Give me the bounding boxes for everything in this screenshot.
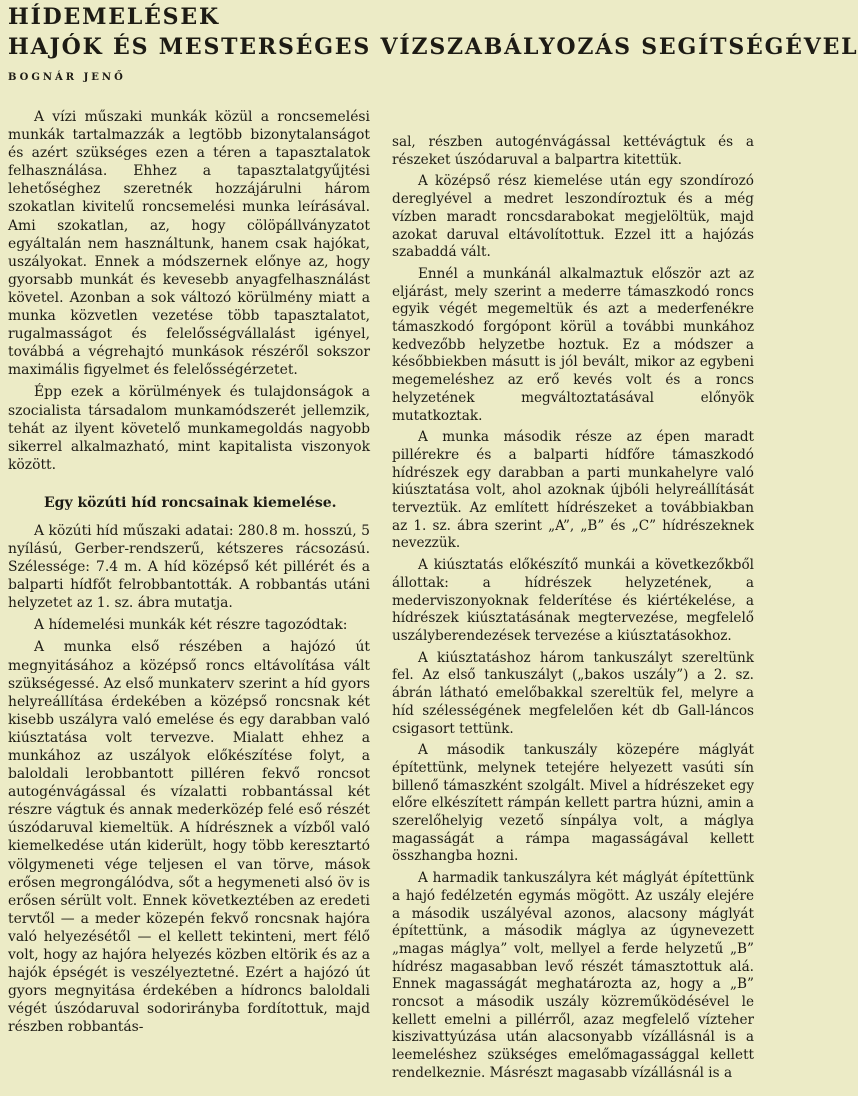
title-line-1: HÍDEMELÉSEK (8, 4, 220, 30)
section-heading: Egy közúti híd roncsainak kiemelése. (44, 494, 337, 511)
paragraph: A munka második része az épen maradt pillérekre és a balparti hídfőre támaszkodó hídrészek egy darabban a parti munkahelyre való kiúsztatása volt, ahol azoknak újbóli helyreállítását terveztük. Az említett hídrészeket a továbbiakban az 1. sz. ábra szerint „A”, „B” és „C” hídrészeknek nevezzük. (392, 429, 754, 552)
author-byline: BOGNÁR JENŐ (8, 72, 126, 83)
article-title (8, 2, 858, 62)
paragraph: A vízi műszaki munkák közül a roncsemelési munkák tartalmazzák a legtöbb bizonytalanságot és azért szükséges ezen a téren a tapasztalatok felhasználása. Ehhez a tapasztalatgyűjtési lehetőséghez szeretnék hozzájárulni három szokatlan kivitelű roncsemelési munka leírásával. Ami szokatlan, az, hogy cölöpállványzatot egyáltalán nem használtunk, hanem csak hajókat, uszályokat. Ennek a módszernek előnye az, hogy gyorsabb munkát és kevesebb anyagfelhasználást követel. Azonban a sok változó körülmény miatt a munka közvetlen vezetése több tapasztalatot, rugalmasságot és felelősségvállalást igényel, továbbá a végrehajtó munkások részéről sokszor maximális figyelmet és felelősségérzetet. (8, 109, 370, 379)
paragraph: A hídemelési munkák két részre tagozódtak: (34, 617, 348, 634)
paragraph: A kiúsztatáshoz három tankuszályt szereltünk fel. Az első tankuszályt („bakos uszály”) a 2. sz. ábrán látható emelőbakkal szereltük fel, melyre a híd szélességének megfelelően két db Gall-láncos csigasort tettünk. (392, 649, 754, 737)
right-column (392, 134, 754, 1083)
paragraph: A középső rész kiemelése után egy szondírozó dereglyével a medret leszondíroztuk és a még vízben maradt roncsdarabokat megjelöltük, majd azokat daruval eltávolítottuk. Ezzel itt a hajózás szabaddá vált. (392, 173, 754, 261)
paragraph: A harmadik tankuszályra két máglyát építettünk a hajó fedélzetén egymás mögött. Az uszály elejére a második uszályéval azonos, alacsony máglyát építettünk, a második máglya az úgynevezett „magas máglya” volt, mellyel a ferde helyzetű „B” hídrész magasabban levő részét támasztottuk alá. Ennek magasságát meghatározta az, hogy a „B” roncsot a második uszály közreműködésével le kellett emelni a pillérről, azaz megfelelő vízteher kiszivattyúzása után alacsonyabb vízállásnál is a leemeléshez szükséges emelőmagassággal kellett rendelkeznie. Másrészt magasabb vízállásnál is a (392, 870, 754, 1081)
left-column (8, 108, 370, 1037)
paragraph: Ennél a munkánál alkalmaztuk először azt az eljárást, mely szerint a mederre támaszkodó roncs egyik végét megemeltük és azt a mederfenékre támaszkodó forgópont körül a további munkához kedvezőbb helyzetbe hoztuk. Ez a módszer a későbbiekben másutt is jól bevált, mikor az egybeni megemeléshez az erő kevés volt és a roncs helyzetének megváltoztatásával előnyök mutatkoztak. (392, 265, 754, 424)
paragraph: Épp ezek a körülmények és tulajdonságok a szocialista társadalom munkamódszerét jellemzik, tehát az ilyent követelő munkamegoldás nagyobb sikerrel alkalmazható, mint kapitalista viszonyok között. (8, 384, 370, 473)
paragraph: A munka első részében a hajózó út megnyitásához a középső roncs eltávolítása vált szükségessé. Az első munkaterv szerint a híd gyors helyreállítása érdekében a középső roncsnak két kisebb uszályra való emelése és egy darabban való kiúsztatása volt tervezve. Mialatt ehhez a munkához az uszályok előkészítése folyt, a baloldali lerobbantott pilléren fekvő roncsot autogénvágással és vízalatti robbantással két részre vágtuk és annak mederközép felé eső részét úszódaruval kiemeltük. A hídrésznek a vízből való kiemelkedése után kiderült, hogy több keresztartó völgymeneti vége teljesen el van törve, mások erősen megrongálódva, sőt a hegymeneti alsó öv is erősen sérült volt. Ennek következtében az eredeti tervtől — a meder közepén fekvő roncsnak hajóra való helyezésétől — el kellett tekinteni, mert félő volt, hogy az hajóra helyezés közben eltörik és az a hajók épségét is veszélyeztetné. Ezért a hajózó út gyors megnyitása érdekében a hídroncs baloldali végét úszódaruval sodorirányba fordítottuk, majd részben robbantás- (8, 639, 370, 1036)
title-line-2: HAJÓK ÉS MESTERSÉGES VÍZSZABÁLYOZÁS SEGÍTSÉGÉVEL (8, 34, 858, 60)
paragraph: A kiúsztatás előkészítő munkái a következőkből állottak: a hídrészek helyzetének, a mederviszonyoknak felderítése és kiértékelése, a hídrészek kiúsztatásának megtervezése, megfelelő uszályberendezések tervezése a kiúsztatásokhoz. (392, 557, 754, 644)
paragraph: A közúti híd műszaki adatai: 280.8 m. hosszú, 5 nyílású, Gerber-rendszerű, kétszeres rácsozású. Szélessége: 7.4 m. A híd középső két pillérét és a balparti hídfőt felrobbantották. A robbantás utáni helyzetet az 1. sz. ábra mutatja. (8, 522, 370, 612)
paragraph: sal, részben autogénvágással kettévágtuk és a részeket úszódaruval a balpartra kitettük. (392, 134, 754, 168)
paragraph: A második tankuszály közepére máglyát építettünk, melynek tetejére helyezett vasúti sín billenő támaszként szolgált. Mivel a hídrészeket egy előre elkészített rámpán kellett partra húzni, amin a szerelőhelyig vezető sínpálya volt, a máglya magasságát a rámpa magasságával kellett összhangba hozni. (392, 742, 754, 865)
